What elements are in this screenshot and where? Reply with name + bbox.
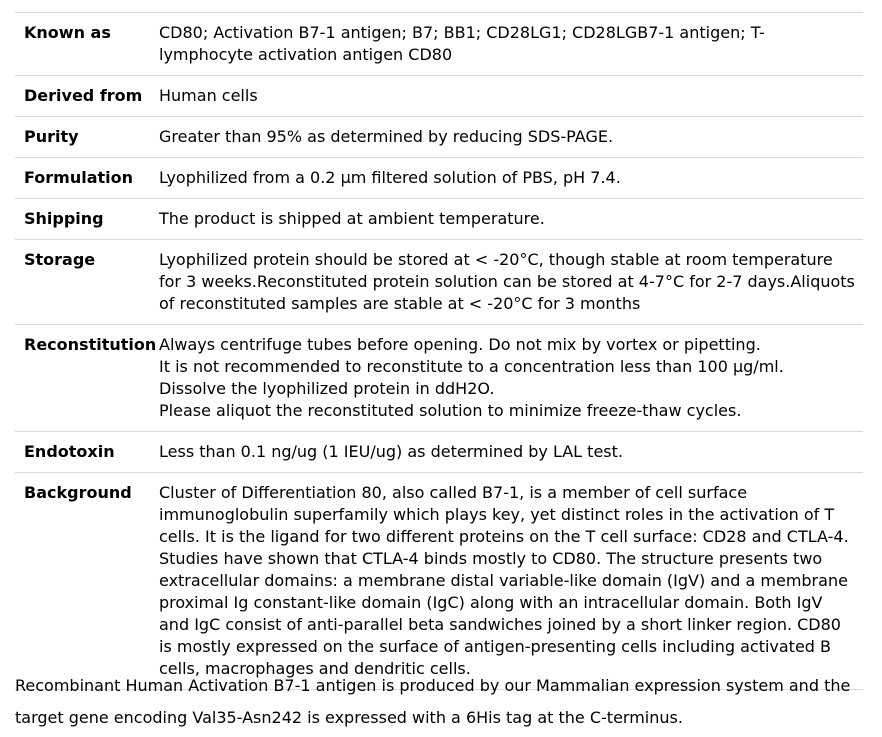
- spec-label: Storage: [24, 250, 96, 269]
- spec-value-line: Human cells: [159, 86, 258, 105]
- spec-row: [15, 117, 863, 158]
- spec-value: [159, 13, 863, 76]
- spec-value: [159, 199, 863, 240]
- spec-value-line: Cluster of Differentiation 80, also called B7-1, is a member of cell surface immunoglobulin superfamily which plays key, yet distinct roles in the activation of T cells. It is the ligand for two different proteins on the T cell surface: CD28 and CTLA-4. Studies have shown that CTLA-4 binds mostly to CD80. The structure presents two extracellular domains: a membrane distal variable-like domain (IgV) and a membrane proximal Ig constant-like domain (IgC) along with an intracellular domain. Both IgV and IgC consist of anti-parallel beta sandwiches joined by a short linker region. CD80 is mostly expressed on the surface of antigen-presenting cells including activated B cells, macrophages and dendritic cells.: [159, 483, 849, 678]
- spec-value-line: The product is shipped at ambient temperature.: [159, 209, 545, 228]
- spec-row: [15, 158, 863, 199]
- spec-table-body: [15, 13, 863, 690]
- spec-row: [15, 199, 863, 240]
- spec-label: Formulation: [24, 168, 134, 187]
- spec-label: Known as: [24, 23, 111, 42]
- spec-label: Shipping: [24, 209, 104, 228]
- spec-row: [15, 325, 863, 432]
- spec-value-line: Lyophilized from a 0.2 μm filtered solution of PBS, pH 7.4.: [159, 168, 621, 187]
- spec-row: [15, 76, 863, 117]
- spec-value: [159, 240, 863, 325]
- spec-label: Endotoxin: [24, 442, 115, 461]
- spec-value-line: Greater than 95% as determined by reducing SDS-PAGE.: [159, 127, 614, 146]
- spec-value-line: CD80; Activation B7-1 antigen; B7; BB1; CD28LG1; CD28LGB7-1 antigen; T-lymphocyte activation antigen CD80: [159, 23, 765, 64]
- product-spec-table: [15, 12, 863, 690]
- spec-value: [159, 117, 863, 158]
- spec-row: [15, 13, 863, 76]
- spec-row: [15, 473, 863, 690]
- spec-label: Purity: [24, 127, 79, 146]
- spec-value-line: Dissolve the lyophilized protein in ddH2O.: [159, 379, 495, 398]
- spec-value-line: Lyophilized protein should be stored at < -20°C, though stable at room temperature for 3 weeks.Reconstituted protein solution can be stored at 4-7°C for 2-7 days.Aliquots of reconstituted samples are stable at < -20°C for 3 months: [159, 250, 855, 313]
- spec-value-line: Less than 0.1 ng/ug (1 IEU/ug) as determined by LAL test.: [159, 442, 623, 461]
- spec-value: [159, 76, 863, 117]
- spec-value: [159, 158, 863, 199]
- spec-value: [159, 473, 863, 690]
- spec-value-line: Please aliquot the reconstituted solution to minimize freeze-thaw cycles.: [159, 401, 742, 420]
- product-description: Recombinant Human Activation B7-1 antigen is produced by our Mammalian expression system and the target gene encoding Val35-Asn242 is expressed with a 6His tag at the C-terminus.: [15, 676, 851, 727]
- spec-label: Reconstitution: [24, 335, 157, 354]
- spec-label: Derived from: [24, 86, 143, 105]
- spec-row: [15, 240, 863, 325]
- spec-value: [159, 325, 863, 432]
- spec-value-line: It is not recommended to reconstitute to a concentration less than 100 μg/ml.: [159, 357, 784, 376]
- spec-label: Background: [24, 483, 132, 502]
- spec-value: [159, 432, 863, 473]
- spec-value-line: Always centrifuge tubes before opening. Do not mix by vortex or pipetting.: [159, 335, 761, 354]
- spec-row: [15, 432, 863, 473]
